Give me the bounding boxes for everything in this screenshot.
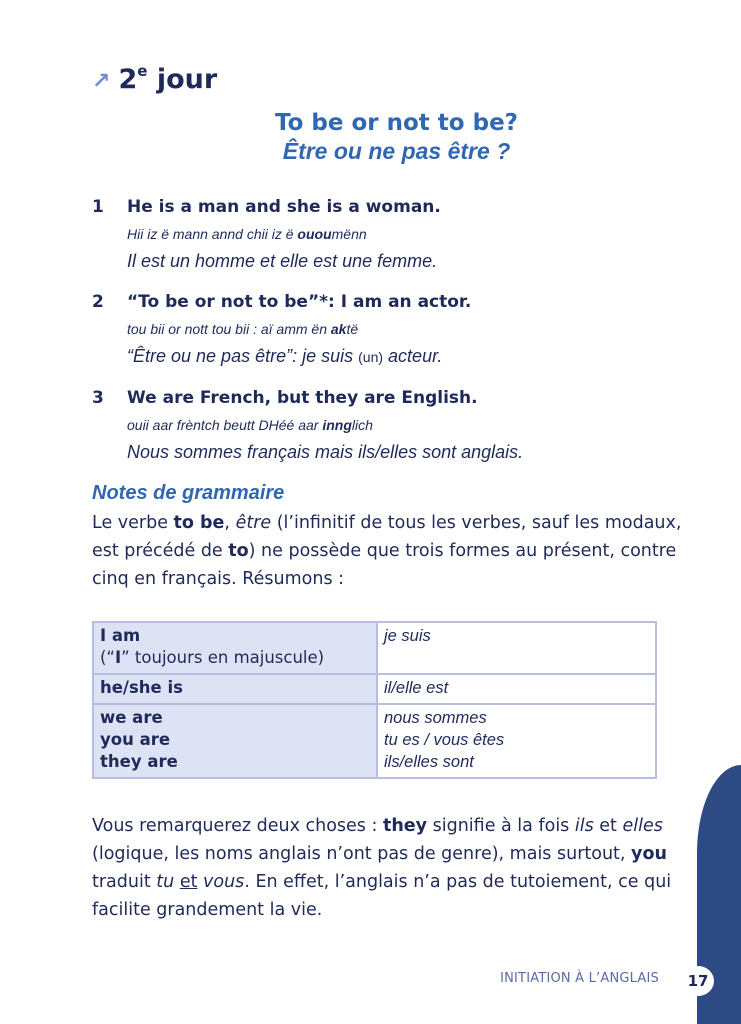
pron-text: të bbox=[346, 321, 359, 337]
pron-text: tou bii or nott tou bii : aï amm ën bbox=[127, 321, 331, 337]
text: (“ bbox=[100, 648, 115, 667]
sentence-pronunciation bbox=[127, 321, 358, 337]
text: (logique, les noms anglais n’ont pas de genre), mais surtout, bbox=[92, 844, 632, 864]
table-row bbox=[93, 704, 656, 778]
notes-line bbox=[92, 537, 677, 565]
sentence-pronunciation bbox=[127, 226, 367, 242]
bold-term: to be bbox=[173, 513, 225, 533]
notes-paragraph bbox=[92, 509, 682, 593]
table-cell-english bbox=[93, 674, 377, 704]
table-row bbox=[93, 674, 656, 704]
text: est précédé de bbox=[92, 541, 229, 561]
sentence-french: Nous sommes français mais ils/elles sont anglais. bbox=[127, 442, 524, 462]
sentence-number: 3 bbox=[92, 388, 104, 408]
sentence-french bbox=[127, 346, 442, 367]
italic-term: tu bbox=[156, 872, 175, 892]
conjugation-table bbox=[92, 621, 657, 779]
subject-verb: he/she is bbox=[100, 678, 183, 697]
subject-verb: they are bbox=[100, 752, 178, 771]
french-form: tu es / vous êtes bbox=[384, 731, 505, 749]
remark-line: facilite grandement la vie. bbox=[92, 900, 323, 920]
text: Vous remarquerez deux choses : bbox=[92, 816, 383, 836]
subject-verb: I am bbox=[100, 626, 141, 645]
footer-section-title: INITIATION À L’ANGLAIS bbox=[500, 971, 659, 986]
remark-paragraph bbox=[92, 812, 672, 924]
bold-term: you bbox=[631, 844, 667, 864]
french-text: “Être ou ne pas être”: je suis bbox=[127, 346, 354, 366]
bold-term: to bbox=[228, 541, 249, 561]
notes-title: Notes de grammaire bbox=[92, 482, 285, 504]
sentence-english: “To be or not to be”*: I am an actor. bbox=[127, 292, 472, 312]
remark-line bbox=[92, 868, 672, 896]
pron-stress: inng bbox=[322, 417, 352, 433]
bold-term: I bbox=[115, 648, 122, 667]
table-row bbox=[93, 622, 656, 674]
text: (l’infinitif de tous les verbes, sauf les modaux, bbox=[271, 513, 682, 533]
day-heading bbox=[92, 64, 217, 95]
remark-line bbox=[92, 812, 672, 840]
italic-term: être bbox=[235, 513, 272, 533]
text: Le verbe bbox=[92, 513, 174, 533]
subject-verb: you are bbox=[100, 730, 171, 749]
day-superscript: e bbox=[137, 62, 148, 80]
text: et bbox=[593, 816, 623, 836]
notes-line: cinq en français. Résumons : bbox=[92, 569, 345, 589]
pron-text: Hii iz ë mann annd chii iz ë bbox=[127, 226, 298, 242]
sentence-pronunciation bbox=[127, 417, 373, 433]
sentence-number: 2 bbox=[92, 292, 104, 312]
table-cell-english bbox=[93, 704, 377, 778]
table-cell-french: je suis bbox=[377, 622, 656, 674]
french-form: ils/elles sont bbox=[384, 753, 474, 771]
lesson-title-english: To be or not to be? bbox=[274, 110, 519, 136]
page-number: 17 bbox=[682, 966, 714, 996]
sentence-french: Il est un homme et elle est une femme. bbox=[127, 251, 438, 271]
table-cell-french bbox=[377, 704, 656, 778]
text: ) ne possède que trois formes au présent, contre bbox=[248, 541, 677, 561]
pron-text: ouii aar frèntch beutt DHéé aar bbox=[127, 417, 323, 433]
pron-stress: ouou bbox=[297, 226, 332, 242]
lesson-title-french: Être ou ne pas être ? bbox=[282, 138, 511, 164]
table-cell-french: il/elle est bbox=[377, 674, 656, 704]
italic-term: ils bbox=[574, 816, 594, 836]
subject-verb: we are bbox=[100, 708, 163, 727]
sentence-english: We are French, but they are English. bbox=[127, 388, 478, 408]
day-number: 2 bbox=[118, 64, 138, 95]
pron-text: mënn bbox=[331, 226, 367, 242]
italic-term: vous bbox=[203, 872, 245, 892]
sentence-number: 1 bbox=[92, 197, 104, 217]
french-text: acteur. bbox=[388, 346, 443, 366]
underlined-term: et bbox=[179, 872, 198, 892]
day-word: jour bbox=[156, 64, 218, 95]
italic-term: elles bbox=[622, 816, 663, 836]
sentence-english: He is a man and she is a woman. bbox=[127, 197, 441, 217]
remark-line bbox=[92, 840, 672, 868]
text: signifie à la fois bbox=[427, 816, 575, 836]
notes-line bbox=[92, 509, 682, 537]
text: traduit bbox=[92, 872, 157, 892]
french-form: nous sommes bbox=[384, 709, 487, 727]
north-east-arrow-icon: ↗ bbox=[92, 69, 111, 94]
pron-stress: ak bbox=[330, 321, 347, 337]
text: , bbox=[224, 513, 236, 533]
pron-text: lich bbox=[351, 417, 373, 433]
text: . En effet, l’anglais n’a pas de tutoiement, ce qui bbox=[244, 872, 672, 892]
bold-term: they bbox=[382, 816, 428, 836]
table-cell-english bbox=[93, 622, 377, 674]
french-small: (un) bbox=[358, 349, 384, 365]
text: ” toujours en majuscule) bbox=[121, 648, 325, 667]
